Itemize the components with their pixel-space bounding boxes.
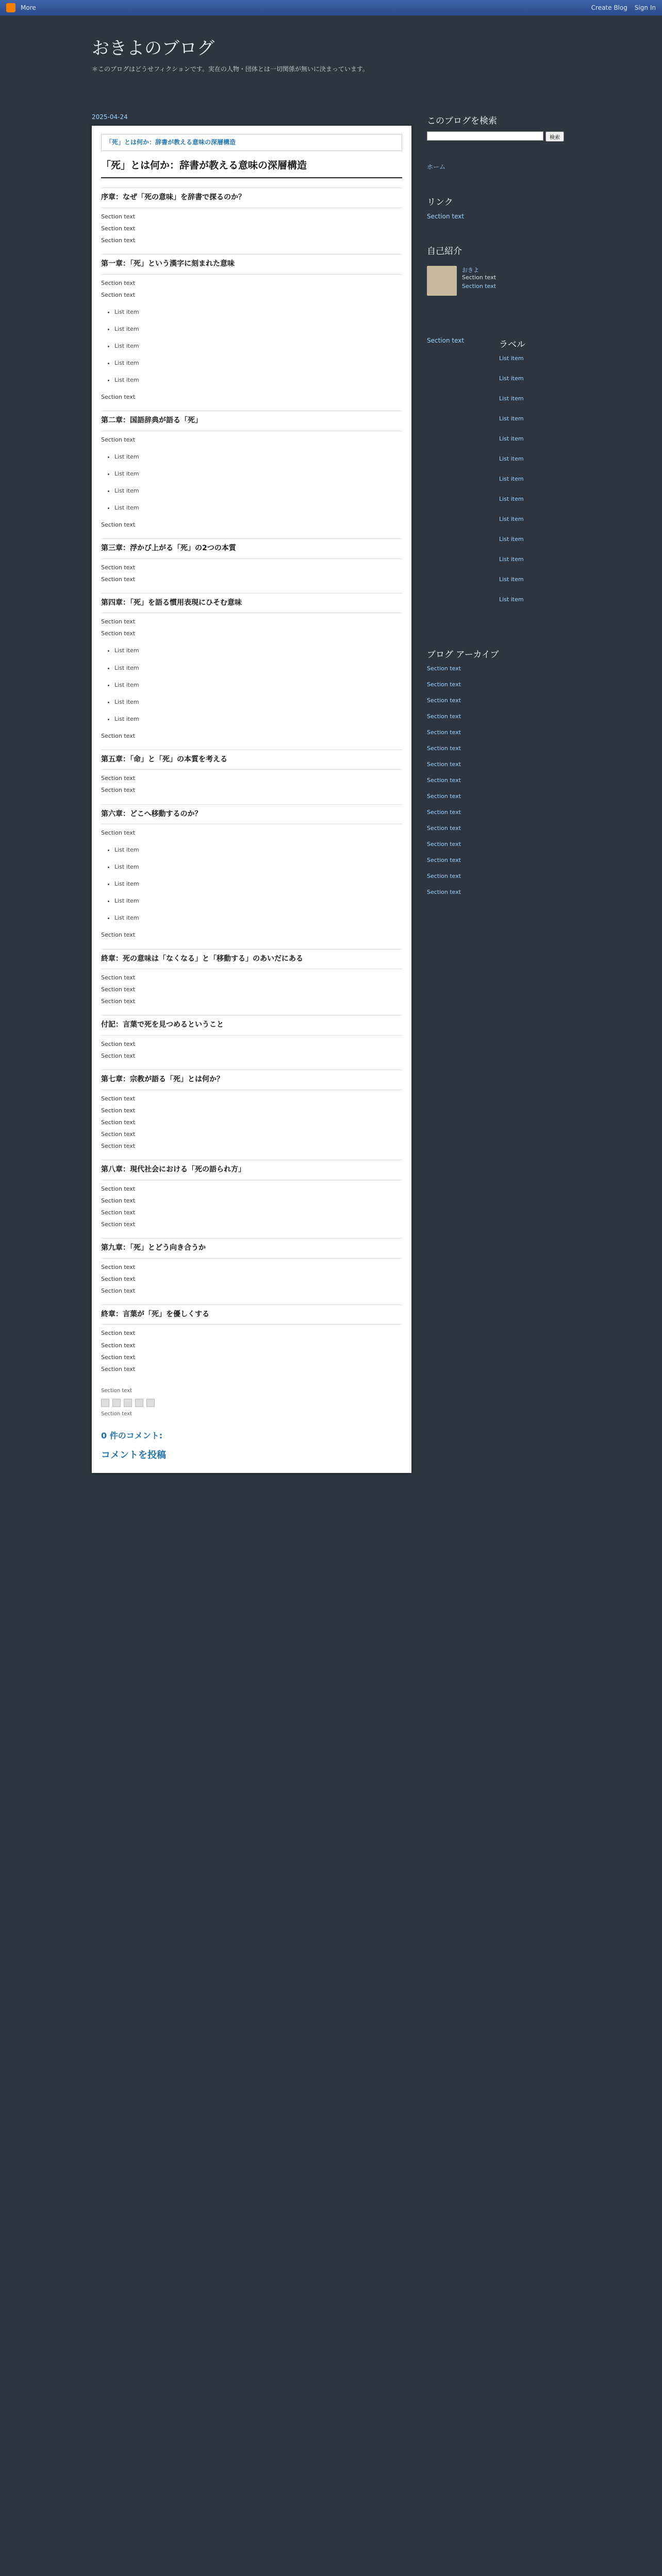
- label-link[interactable]: List item: [499, 435, 524, 442]
- post-meta: Section text: [101, 1387, 133, 1394]
- list-item: • List item: [114, 896, 402, 905]
- post-body: [101, 188, 402, 1374]
- profile-more-link[interactable]: Section text: [462, 283, 496, 290]
- archive-item[interactable]: [427, 889, 576, 895]
- paragraph: Section text: [101, 575, 136, 583]
- blogger-navbar: [0, 0, 662, 15]
- list-item: • List item: [114, 342, 402, 350]
- paragraph: Section text: [101, 775, 136, 782]
- list-item: • List item: [114, 646, 402, 655]
- section-heading: 第三章：浮かび上がる「死」の2つの本質: [101, 538, 402, 559]
- list-item: • List item: [114, 681, 402, 689]
- archive-item[interactable]: [427, 809, 576, 816]
- list-item: • List item: [114, 452, 402, 461]
- paragraph: Section text: [101, 1130, 136, 1138]
- archive-item[interactable]: [427, 681, 576, 688]
- label-link[interactable]: List item: [499, 596, 524, 603]
- paragraph: Section text: [101, 787, 136, 794]
- facebook-share-icon[interactable]: [135, 1399, 143, 1407]
- paragraph: Section text: [101, 986, 136, 993]
- bullet-list: [101, 308, 402, 384]
- section-heading: 第二章：国語辞典が語る「死」: [101, 411, 402, 431]
- section-heading: 付記：言葉で死を見つめるということ: [101, 1015, 402, 1036]
- list-item: • List item: [114, 503, 402, 512]
- section-heading: 終章：言葉が「死」を優しくする: [101, 1304, 402, 1325]
- archive-year[interactable]: Section text: [427, 729, 461, 736]
- archive-year[interactable]: Section text: [427, 697, 461, 704]
- paragraph: Section text: [101, 1107, 136, 1114]
- paragraph: Section text: [101, 618, 136, 625]
- label-link[interactable]: List item: [499, 536, 524, 543]
- paragraph: Section text: [101, 1095, 136, 1102]
- archive-list: [427, 665, 576, 895]
- list-item: • List item: [114, 308, 402, 316]
- paragraph: Section text: [101, 931, 136, 939]
- post-date: 2025-04-24: [92, 113, 128, 121]
- bullet-list: [101, 845, 402, 922]
- post: [92, 126, 411, 1473]
- list-item: • List item: [114, 715, 402, 723]
- labels-left-item[interactable]: Section text: [427, 337, 465, 344]
- comments-title: 0 件のコメント:: [101, 1430, 163, 1440]
- paragraph: Section text: [101, 1143, 136, 1150]
- post-labels[interactable]: Section text: [101, 1411, 133, 1417]
- labels-list: [499, 355, 576, 603]
- paragraph: Section text: [101, 521, 136, 528]
- archive-item[interactable]: [427, 857, 576, 863]
- section-heading: 第一章：「死」という漢字に刻まれた意味: [101, 254, 402, 275]
- label-link[interactable]: List item: [499, 355, 524, 362]
- archive-item[interactable]: [427, 697, 576, 704]
- archive-item[interactable]: [427, 873, 576, 879]
- label-link[interactable]: List item: [499, 455, 524, 462]
- archive-item[interactable]: [427, 713, 576, 720]
- paragraph: Section text: [101, 732, 136, 739]
- archive-year[interactable]: Section text: [427, 793, 461, 800]
- label-link[interactable]: List item: [499, 395, 524, 402]
- archive-item[interactable]: [427, 841, 576, 848]
- twitter-share-icon[interactable]: [124, 1399, 132, 1407]
- archive-year[interactable]: Section text: [427, 873, 461, 879]
- archive-item[interactable]: [427, 745, 576, 752]
- archive-widget: [427, 647, 576, 895]
- list-item: • List item: [114, 664, 402, 672]
- paragraph: Section text: [101, 1197, 136, 1204]
- paragraph: Section text: [101, 236, 136, 244]
- list-item: • List item: [114, 845, 402, 854]
- more-menu[interactable]: More: [21, 4, 36, 11]
- blog-title[interactable]: おきよのブログ: [92, 38, 214, 59]
- archive-year[interactable]: Section text: [427, 809, 461, 816]
- list-item: • List item: [114, 879, 402, 888]
- paragraph: Section text: [101, 1353, 136, 1361]
- label-link[interactable]: List item: [499, 415, 524, 422]
- post-footer: [101, 1387, 402, 1418]
- profile: [427, 266, 576, 296]
- archive-year[interactable]: Section text: [427, 825, 461, 832]
- archive-year[interactable]: Section text: [427, 745, 461, 752]
- paragraph: Section text: [101, 1118, 136, 1126]
- archive-year[interactable]: Section text: [427, 681, 461, 688]
- section-heading: 第五章：「命」と「死」の本質を考える: [101, 750, 402, 770]
- archive-year[interactable]: Section text: [427, 889, 461, 895]
- paragraph: Section text: [101, 393, 136, 400]
- paragraph: Section text: [101, 1053, 136, 1060]
- label-link[interactable]: List item: [499, 516, 524, 522]
- paragraph: Section text: [101, 1263, 136, 1270]
- comments: [101, 1430, 402, 1463]
- paragraph: Section text: [101, 630, 136, 637]
- share-buttons: [101, 1399, 402, 1407]
- list-item: • List item: [114, 913, 402, 922]
- section-heading: 第七章：宗教が語る「死」とは何か？: [101, 1070, 402, 1090]
- create-blog-link[interactable]: Create Blog: [591, 4, 627, 11]
- blog-header: [0, 15, 662, 73]
- bullet-list: [101, 646, 402, 723]
- archive-item[interactable]: [427, 777, 576, 784]
- labels-widget: [427, 337, 576, 616]
- paragraph: Section text: [101, 1287, 136, 1294]
- page: [0, 15, 662, 1461]
- labels-title: ラベル: [499, 340, 525, 350]
- paragraph: Section text: [101, 974, 136, 981]
- list-item: • List item: [114, 862, 402, 871]
- search-input[interactable]: [427, 131, 543, 141]
- paragraph: Section text: [101, 998, 136, 1005]
- profile-name[interactable]: おきよ: [462, 267, 479, 274]
- pinterest-share-icon[interactable]: [146, 1399, 155, 1407]
- blogger-logo-icon[interactable]: [6, 3, 15, 12]
- bullet-list: [101, 452, 402, 512]
- paragraph: Section text: [101, 1185, 136, 1192]
- paragraph: Section text: [101, 829, 136, 837]
- search-box: [427, 131, 576, 142]
- paragraph: Section text: [101, 1209, 136, 1216]
- sidebar: [427, 113, 576, 905]
- list-item: • List item: [114, 325, 402, 333]
- section-heading: 第八章：現代社会における「死の語られ方」: [101, 1160, 402, 1180]
- archive-year[interactable]: Section text: [427, 761, 461, 768]
- paragraph: Section text: [101, 279, 136, 286]
- paragraph: Section text: [101, 291, 136, 298]
- main-column: [92, 113, 411, 1473]
- list-item: • List item: [114, 376, 402, 384]
- profile-title: 自己紹介: [427, 246, 462, 257]
- avatar[interactable]: [427, 266, 457, 296]
- profile-description: Section text: [462, 274, 496, 281]
- section-heading: 序章：なぜ「死の意味」を辞書で探るのか？: [101, 188, 402, 208]
- paragraph: Section text: [101, 213, 136, 220]
- links-item[interactable]: Section text: [427, 213, 465, 220]
- archive-item[interactable]: [427, 825, 576, 832]
- paragraph: Section text: [101, 1221, 136, 1228]
- archive-item[interactable]: [427, 729, 576, 736]
- archive-year[interactable]: Section text: [427, 857, 461, 863]
- search-button[interactable]: 検索: [545, 131, 564, 142]
- list-item: • List item: [114, 486, 402, 495]
- paragraph: Section text: [101, 225, 136, 232]
- sign-in-link[interactable]: Sign In: [634, 4, 656, 11]
- archive-item[interactable]: [427, 793, 576, 800]
- archive-title: ブログ アーカイブ: [427, 650, 499, 660]
- search-title: このブログを検索: [427, 116, 497, 126]
- archive-year[interactable]: Section text: [427, 777, 461, 784]
- paragraph: Section text: [101, 1342, 136, 1349]
- label-link[interactable]: List item: [499, 576, 524, 583]
- section-heading: 第九章：「死」とどう向き合うか: [101, 1238, 402, 1259]
- sidebar-home-link[interactable]: ホーム: [427, 163, 446, 171]
- paragraph: Section text: [101, 564, 136, 571]
- archive-item[interactable]: [427, 761, 576, 768]
- archive-year[interactable]: Section text: [427, 713, 461, 720]
- archive-item[interactable]: [427, 665, 576, 672]
- archive-year[interactable]: Section text: [427, 665, 461, 672]
- label-link[interactable]: List item: [499, 375, 524, 382]
- paragraph: Section text: [101, 436, 136, 443]
- label-link[interactable]: List item: [499, 556, 524, 563]
- section-heading: 終章：死の意味は「なくなる」と「移動する」のあいだにある: [101, 949, 402, 970]
- post-comment-link[interactable]: コメントを投稿: [101, 1450, 166, 1461]
- paragraph: Section text: [101, 1330, 136, 1337]
- paragraph: Section text: [101, 1041, 136, 1048]
- paragraph: Section text: [101, 1365, 136, 1372]
- section-heading: 第四章：「死」を語る慣用表現にひそむ意味: [101, 593, 402, 614]
- blog-share-icon[interactable]: [112, 1399, 121, 1407]
- links-title: リンク: [427, 197, 453, 208]
- list-item: • List item: [114, 469, 402, 478]
- section-heading: 第六章：どこへ移動するのか？: [101, 804, 402, 825]
- email-share-icon[interactable]: [101, 1399, 109, 1407]
- label-link[interactable]: List item: [499, 496, 524, 502]
- post-title: 「死」とは何か：辞書が教える意味の深層構造: [101, 158, 402, 178]
- archive-year[interactable]: Section text: [427, 841, 461, 848]
- post-subtitle-link[interactable]: 「死」とは何か：辞書が教える意味の深層構造: [101, 134, 402, 151]
- blog-description: ＊このブログはどうせフィクションです。実在の人物・団体とは一切関係が無いに決まっています。: [92, 65, 369, 73]
- paragraph: Section text: [101, 1275, 136, 1282]
- list-item: • List item: [114, 698, 402, 706]
- list-item: • List item: [114, 359, 402, 367]
- label-link[interactable]: List item: [499, 476, 524, 482]
